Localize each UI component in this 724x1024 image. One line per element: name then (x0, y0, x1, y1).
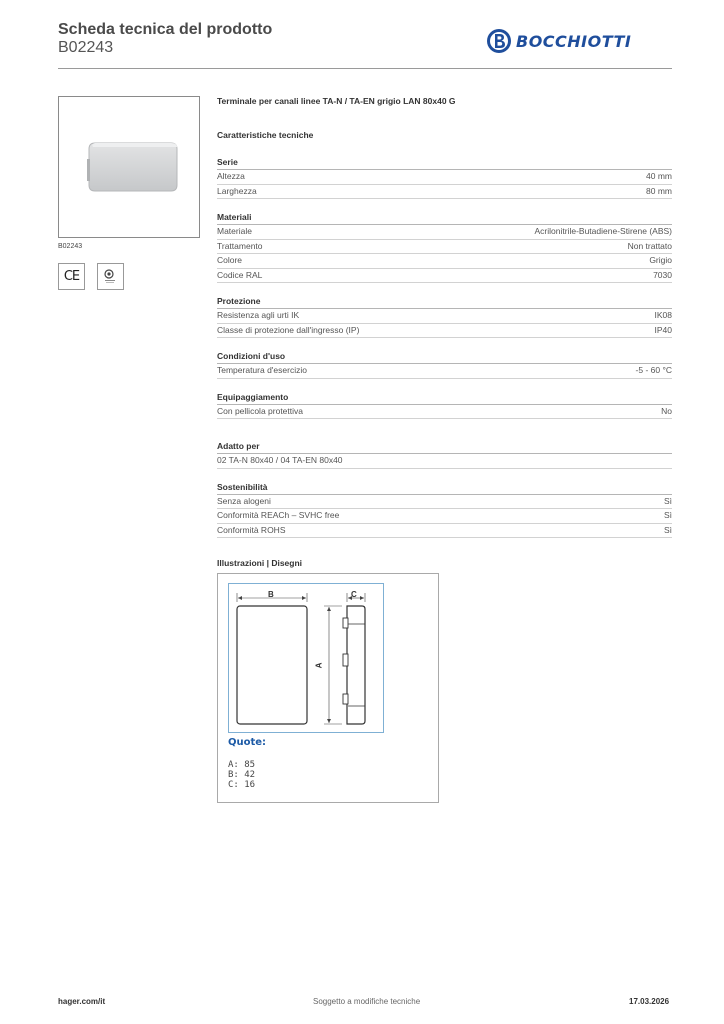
section-serie (217, 157, 672, 199)
product-code: B02243 (58, 39, 114, 56)
dim-label-a: A (314, 662, 324, 669)
quote-line: C: 16 (228, 780, 256, 790)
row-label: Con pellicola protettiva (217, 405, 303, 416)
section-adatto (217, 441, 672, 469)
photo-caption: B02243 (58, 243, 83, 250)
table-row (217, 240, 672, 255)
row-label: Trattamento (217, 240, 263, 251)
quote-line: B: 42 (228, 770, 256, 780)
row-value: Sì (663, 510, 672, 520)
row-value: 80 mm (646, 185, 672, 196)
row-label: Classe di protezione dall'ingresso (IP) (217, 324, 360, 335)
section-title: Protezione (217, 296, 672, 309)
row-value: No (661, 405, 672, 416)
table-row (217, 254, 672, 269)
row-label: Resistenza agli urti IK (217, 310, 300, 320)
section-equipaggiamento (217, 392, 672, 420)
row-value: Sì (663, 495, 672, 506)
row-label: Materiale (217, 226, 252, 236)
row-label: 02 TA-N 80x40 / 04 TA-EN 80x40 (217, 455, 343, 465)
dim-label-c: C (351, 590, 357, 599)
section-title: Equipaggiamento (217, 392, 672, 405)
row-value: Grigio (649, 255, 672, 265)
row-label: Larghezza (217, 185, 257, 196)
brand-logo (486, 28, 631, 54)
row-label: Colore (217, 255, 243, 265)
section-condizioni (217, 351, 672, 379)
table-row (217, 225, 672, 240)
table-row (217, 185, 672, 200)
section-materiali (217, 212, 672, 283)
section-title: Adatto per (217, 441, 672, 454)
spec-content (217, 96, 672, 568)
product-photo (58, 96, 200, 238)
row-value: IK08 (654, 310, 672, 320)
quote-title: Quote: (228, 737, 267, 748)
table-row (217, 364, 672, 379)
row-value: -5 - 60 °C (635, 365, 672, 375)
row-label: Conformità REACh – SVHC free (217, 510, 340, 520)
row-label: Altezza (217, 171, 245, 181)
table-row (217, 324, 672, 339)
row-value: 40 mm (646, 171, 672, 181)
row-label: Codice RAL (217, 269, 263, 280)
section-sostenibilita (217, 482, 672, 539)
table-row (217, 405, 672, 420)
certification-mark-icon (97, 263, 124, 290)
brand-name: BOCCHIOTTI (516, 31, 632, 51)
row-label: Conformità ROHS (217, 524, 286, 535)
drawing-frame (228, 583, 384, 733)
product-title: Terminale per canali linee TA-N / TA-EN grigio LAN 80x40 G (217, 96, 456, 106)
row-value: Acrilonitrile-Butadiene-Stirene (ABS) (534, 226, 672, 236)
footer-website: hager.com/it (58, 997, 106, 1006)
table-row (217, 509, 672, 524)
table-row (217, 269, 672, 284)
row-value: Sì (663, 524, 672, 535)
section-title: Materiali (217, 212, 672, 225)
table-row (217, 309, 672, 324)
row-value: Non trattato (627, 240, 672, 251)
row-label: Senza alogeni (217, 495, 271, 506)
table-row (217, 170, 672, 185)
table-row (217, 454, 672, 469)
dim-label-b: B (268, 590, 274, 599)
row-value: 7030 (653, 269, 672, 280)
brand-logo-icon (486, 28, 512, 54)
illustrations-title: Illustrazioni | Disegni (217, 558, 303, 568)
document-title: Scheda tecnica del prodotto (58, 21, 273, 38)
table-row (217, 524, 672, 539)
row-label: Temperatura d'esercizio (217, 365, 307, 375)
technical-drawing (217, 573, 439, 803)
dimension-drawing (229, 584, 383, 732)
quote-line: A: 85 (228, 760, 256, 770)
footer-date: 17.03.2026 (629, 997, 670, 1006)
section-protezione (217, 296, 672, 338)
header-divider (58, 68, 672, 69)
footer-note: Soggetto a modifiche tecniche (313, 997, 421, 1006)
ce-mark-icon: CE (58, 263, 85, 290)
section-title: Condizioni d'uso (217, 351, 672, 364)
row-value: IP40 (654, 324, 672, 335)
section-title: Sostenibilità (217, 482, 672, 495)
table-row (217, 495, 672, 510)
spec-heading: Caratteristiche tecniche (217, 130, 314, 140)
section-title: Serie (217, 157, 672, 170)
